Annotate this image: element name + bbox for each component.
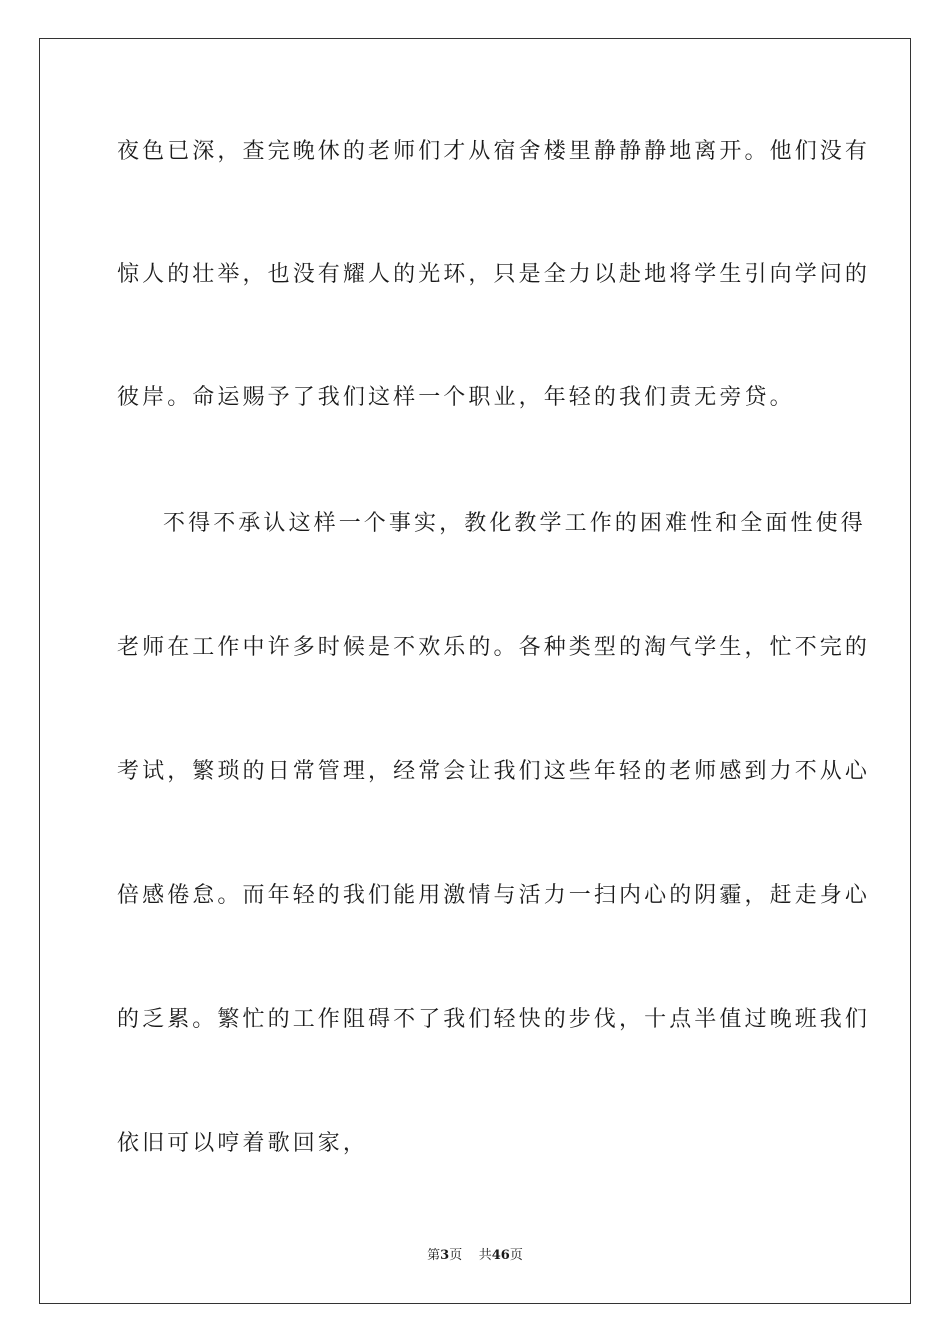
footer-page-total: 46	[491, 1248, 510, 1263]
footer-total-suffix: 页	[509, 1248, 523, 1263]
page-footer	[0, 1247, 950, 1265]
footer-total-prefix: 共	[478, 1248, 492, 1263]
text-line-1: 夜色已深，查完晚休的老师们才从宿舍楼里静静静地离开。他们没有	[117, 139, 871, 164]
text-line-6: 考试，繁琐的日常管理，经常会让我们这些年轻的老师感到力不从心	[117, 759, 871, 784]
page-border	[39, 38, 911, 1304]
footer-page-suffix: 页	[449, 1248, 463, 1263]
footer-page-current: 3	[440, 1248, 450, 1263]
text-line-8: 的乏累。繁忙的工作阻碍不了我们轻快的步伐，十点半值过晚班我们	[117, 1007, 871, 1032]
text-line-3: 彼岸。命运赐予了我们这样一个职业，年轻的我们责无旁贷。	[117, 385, 795, 410]
text-line-4: 不得不承认这样一个事实，教化教学工作的困难性和全面性使得	[163, 511, 866, 536]
text-line-7: 倍感倦怠。而年轻的我们能用激情与活力一扫内心的阴霾，赶走身心	[117, 883, 871, 908]
footer-page-prefix: 第	[427, 1248, 441, 1263]
text-line-9: 依旧可以哼着歌回家，	[117, 1131, 369, 1156]
text-line-2: 惊人的壮举，也没有耀人的光环，只是全力以赴地将学生引向学问的	[117, 262, 871, 287]
text-line-5: 老师在工作中许多时候是不欢乐的。各种类型的淘气学生，忙不完的	[117, 635, 871, 660]
